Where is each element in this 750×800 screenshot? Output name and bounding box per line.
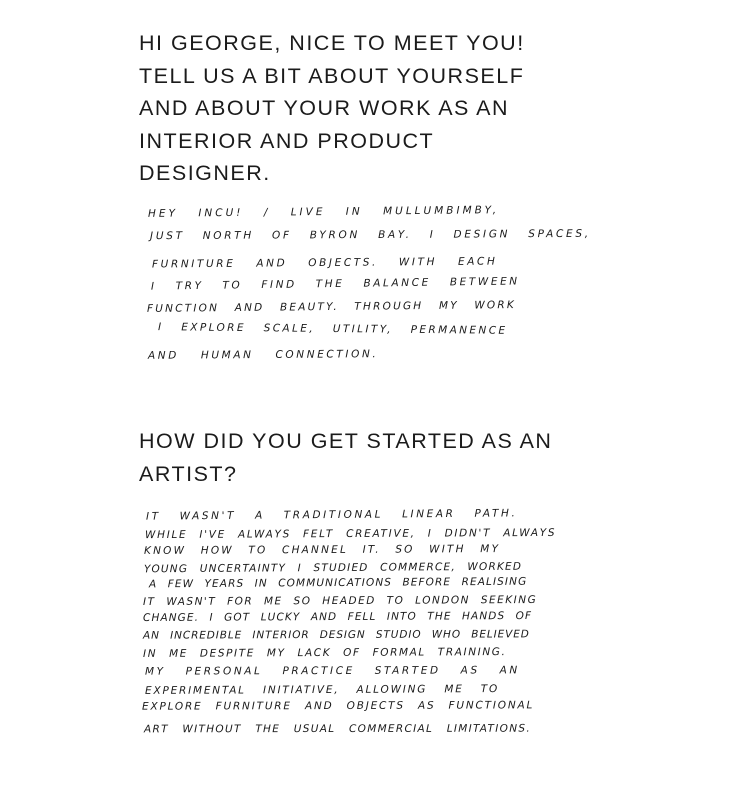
question-line: HOW DID YOU GET STARTED AS AN [139,429,553,453]
handwritten-line: YOUNG UNCERTAINTY I STUDIED COMMERCE, WORKED [143,560,523,576]
question-line: AND ABOUT YOUR WORK AS AN [139,96,510,120]
handwritten-line: I EXPLORE SCALE, UTILITY, PERMANENCE [157,321,508,337]
handwritten-line: I TRY TO FIND THE BALANCE BETWEEN [150,275,520,293]
handwritten-line: MY PERSONAL PRACTICE STARTED AS AN [144,664,520,678]
handwritten-line: IN ME DESPITE MY LACK OF FORMAL TRAINING. [142,646,507,660]
question-line: INTERIOR AND PRODUCT [139,128,435,153]
handwritten-line: A FEW YEARS IN COMMUNICATIONS BEFORE REALISING [148,575,528,591]
handwritten-line: CHANGE. I GOT LUCKY AND FELL INTO THE HANDS OF [142,609,533,625]
handwritten-line: AND HUMAN CONNECTION. [147,348,379,362]
handwritten-line: FUNCTION AND BEAUTY. THROUGH MY WORK [146,299,517,315]
question-line: DESIGNER. [139,161,271,185]
handwritten-line: IT WASN'T A TRADITIONAL LINEAR PATH. [145,507,518,523]
question-line: HI GEORGE, NICE TO MEET YOU! [139,31,525,55]
handwritten-line: ART WITHOUT THE USUAL COMMERCIAL LIMITATIONS. [143,722,531,736]
handwritten-line: EXPERIMENTAL INITIATIVE, ALLOWING ME TO [144,683,500,697]
handwritten-line: FURNITURE AND OBJECTS. WITH EACH [151,255,498,271]
handwritten-line: HEY INCU! / LIVE IN MULLUMBIMBY, [147,204,500,220]
question-line: ARTIST? [139,461,238,486]
question-greeting-heading [139,27,525,190]
question-getting-started-heading [139,425,552,490]
handwritten-line: KNOW HOW TO CHANNEL IT. SO WITH MY [143,543,501,557]
handwritten-line: JUST NORTH OF BYRON BAY. I DESIGN SPACES, [149,227,591,243]
handwritten-line: WHILE I'VE ALWAYS FELT CREATIVE, I DIDN'T ALWAYS [144,526,557,542]
handwritten-line: AN INCREDIBLE INTERIOR DESIGN STUDIO WHO BELIEVED [142,628,530,642]
handwritten-line: EXPLORE FURNITURE AND OBJECTS AS FUNCTIONAL [141,699,535,713]
question-line: TELL US A BIT ABOUT YOURSELF [139,63,525,88]
handwritten-line: IT WASN'T FOR ME SO HEADED TO LONDON SEEKING [142,593,538,609]
